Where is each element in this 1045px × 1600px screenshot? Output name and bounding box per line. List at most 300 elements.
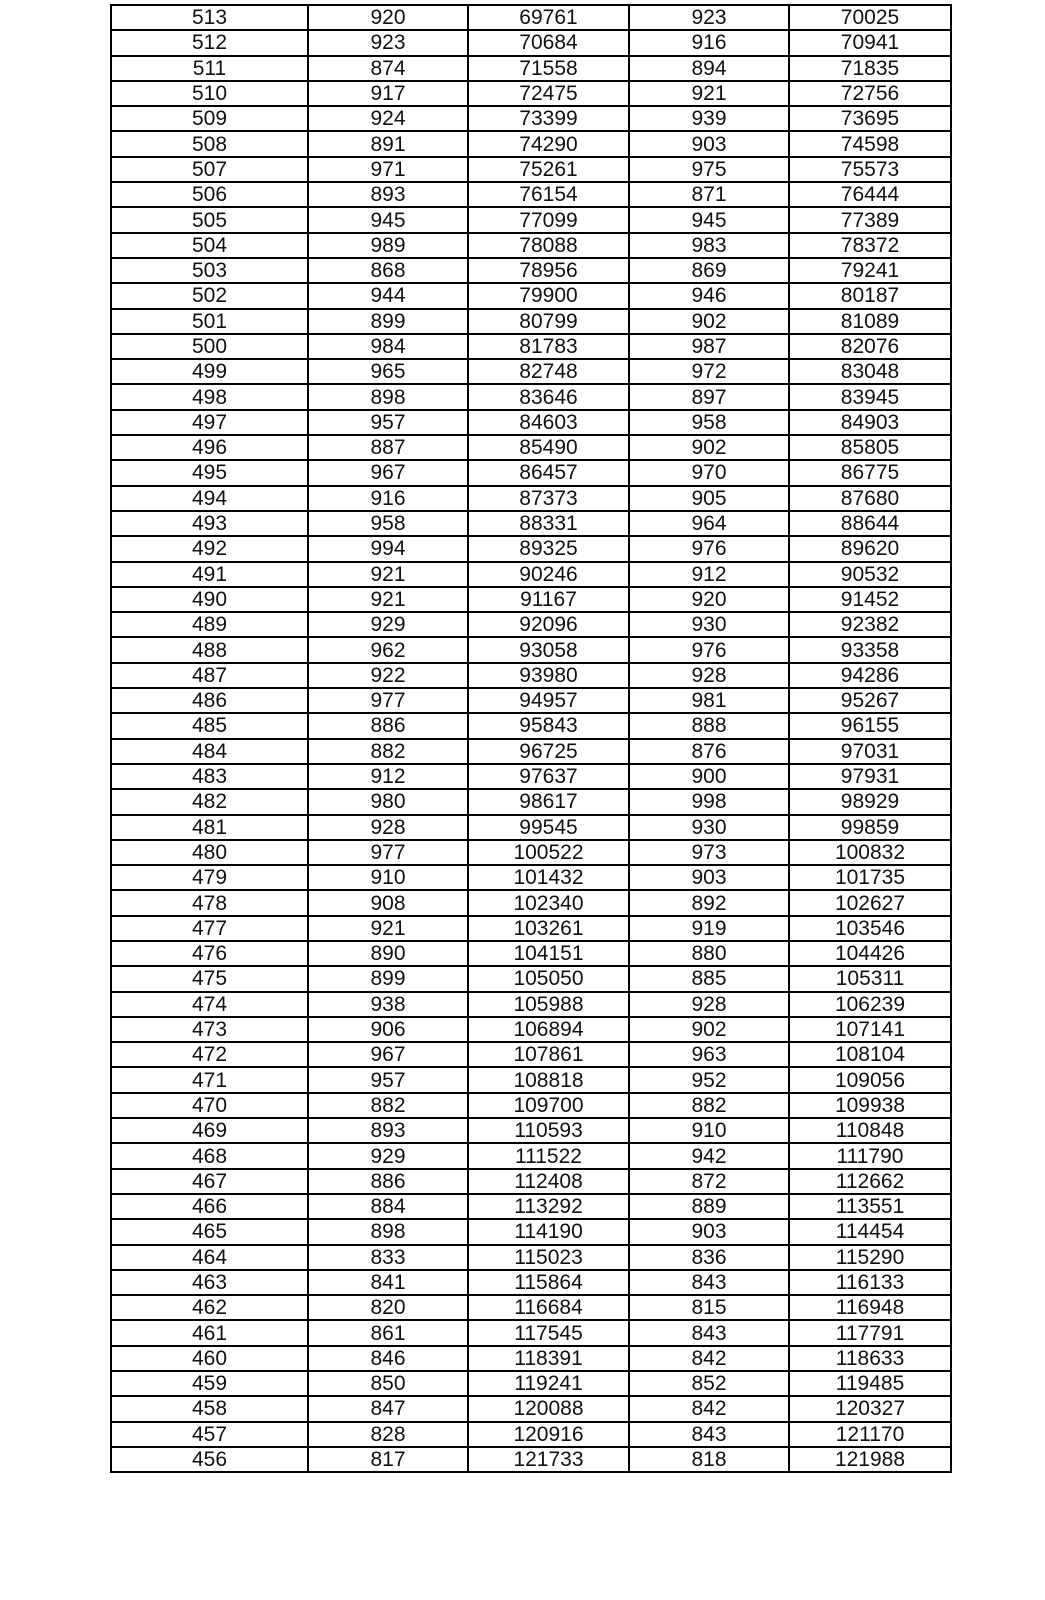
cumulative-b-cell: 75573 bbox=[789, 157, 951, 182]
cumulative-a-cell: 115864 bbox=[468, 1270, 629, 1295]
cumulative-a-cell: 69761 bbox=[468, 5, 629, 30]
cumulative-b-cell: 89620 bbox=[789, 536, 951, 561]
score-cell: 481 bbox=[111, 815, 308, 840]
count-a-cell: 965 bbox=[308, 359, 468, 384]
cumulative-a-cell: 103261 bbox=[468, 916, 629, 941]
score-cell: 488 bbox=[111, 637, 308, 662]
table-row bbox=[111, 966, 951, 991]
table-row bbox=[111, 182, 951, 207]
cumulative-b-cell: 116948 bbox=[789, 1295, 951, 1320]
count-a-cell: 886 bbox=[308, 713, 468, 738]
cumulative-b-cell: 83945 bbox=[789, 384, 951, 409]
cumulative-b-cell: 80187 bbox=[789, 283, 951, 308]
cumulative-a-cell: 88331 bbox=[468, 511, 629, 536]
cumulative-b-cell: 113551 bbox=[789, 1194, 951, 1219]
cumulative-a-cell: 75261 bbox=[468, 157, 629, 182]
table-row bbox=[111, 1194, 951, 1219]
count-b-cell: 981 bbox=[629, 688, 789, 713]
count-b-cell: 920 bbox=[629, 587, 789, 612]
count-b-cell: 903 bbox=[629, 865, 789, 890]
cumulative-b-cell: 121988 bbox=[789, 1447, 951, 1472]
cumulative-a-cell: 108818 bbox=[468, 1067, 629, 1092]
score-cell: 507 bbox=[111, 157, 308, 182]
score-cell: 461 bbox=[111, 1320, 308, 1345]
count-b-cell: 972 bbox=[629, 359, 789, 384]
table-row bbox=[111, 1270, 951, 1295]
table-row bbox=[111, 233, 951, 258]
score-cell: 456 bbox=[111, 1447, 308, 1472]
cumulative-b-cell: 121170 bbox=[789, 1422, 951, 1447]
count-b-cell: 852 bbox=[629, 1371, 789, 1396]
table-row bbox=[111, 258, 951, 283]
count-b-cell: 902 bbox=[629, 435, 789, 460]
count-a-cell: 899 bbox=[308, 309, 468, 334]
count-b-cell: 815 bbox=[629, 1295, 789, 1320]
count-a-cell: 868 bbox=[308, 258, 468, 283]
count-b-cell: 892 bbox=[629, 890, 789, 915]
count-a-cell: 908 bbox=[308, 890, 468, 915]
cumulative-b-cell: 102627 bbox=[789, 890, 951, 915]
cumulative-a-cell: 106894 bbox=[468, 1017, 629, 1042]
score-cell: 500 bbox=[111, 334, 308, 359]
count-b-cell: 900 bbox=[629, 764, 789, 789]
cumulative-b-cell: 71835 bbox=[789, 56, 951, 81]
count-a-cell: 980 bbox=[308, 789, 468, 814]
cumulative-b-cell: 114454 bbox=[789, 1219, 951, 1244]
table-row bbox=[111, 283, 951, 308]
table-row bbox=[111, 1320, 951, 1345]
cumulative-b-cell: 92382 bbox=[789, 612, 951, 637]
count-b-cell: 880 bbox=[629, 941, 789, 966]
count-b-cell: 987 bbox=[629, 334, 789, 359]
table-row bbox=[111, 511, 951, 536]
cumulative-a-cell: 91167 bbox=[468, 587, 629, 612]
cumulative-b-cell: 79241 bbox=[789, 258, 951, 283]
score-cell: 474 bbox=[111, 992, 308, 1017]
table-row bbox=[111, 410, 951, 435]
cumulative-a-cell: 78088 bbox=[468, 233, 629, 258]
score-cell: 472 bbox=[111, 1042, 308, 1067]
cumulative-a-cell: 113292 bbox=[468, 1194, 629, 1219]
cumulative-b-cell: 100832 bbox=[789, 840, 951, 865]
cumulative-a-cell: 92096 bbox=[468, 612, 629, 637]
count-b-cell: 843 bbox=[629, 1422, 789, 1447]
cumulative-a-cell: 76154 bbox=[468, 182, 629, 207]
score-cell: 495 bbox=[111, 460, 308, 485]
score-cell: 469 bbox=[111, 1118, 308, 1143]
cumulative-a-cell: 77099 bbox=[468, 207, 629, 232]
table-body bbox=[111, 5, 951, 1472]
score-cell: 466 bbox=[111, 1194, 308, 1219]
count-a-cell: 967 bbox=[308, 1042, 468, 1067]
table-row bbox=[111, 637, 951, 662]
cumulative-a-cell: 110593 bbox=[468, 1118, 629, 1143]
cumulative-a-cell: 93980 bbox=[468, 663, 629, 688]
score-cell: 477 bbox=[111, 916, 308, 941]
count-a-cell: 957 bbox=[308, 410, 468, 435]
count-b-cell: 976 bbox=[629, 536, 789, 561]
table-row bbox=[111, 56, 951, 81]
cumulative-a-cell: 78956 bbox=[468, 258, 629, 283]
table-row bbox=[111, 1143, 951, 1168]
cumulative-a-cell: 109700 bbox=[468, 1093, 629, 1118]
score-cell: 509 bbox=[111, 106, 308, 131]
count-b-cell: 983 bbox=[629, 233, 789, 258]
table-row bbox=[111, 1093, 951, 1118]
table-row bbox=[111, 916, 951, 941]
cumulative-b-cell: 106239 bbox=[789, 992, 951, 1017]
cumulative-b-cell: 111790 bbox=[789, 1143, 951, 1168]
cumulative-a-cell: 84603 bbox=[468, 410, 629, 435]
cumulative-b-cell: 105311 bbox=[789, 966, 951, 991]
count-b-cell: 998 bbox=[629, 789, 789, 814]
score-cell: 501 bbox=[111, 309, 308, 334]
count-a-cell: 828 bbox=[308, 1422, 468, 1447]
count-a-cell: 977 bbox=[308, 688, 468, 713]
cumulative-a-cell: 107861 bbox=[468, 1042, 629, 1067]
count-a-cell: 884 bbox=[308, 1194, 468, 1219]
table-row bbox=[111, 992, 951, 1017]
count-b-cell: 963 bbox=[629, 1042, 789, 1067]
score-cell: 491 bbox=[111, 562, 308, 587]
count-b-cell: 921 bbox=[629, 81, 789, 106]
count-b-cell: 897 bbox=[629, 384, 789, 409]
cumulative-a-cell: 94957 bbox=[468, 688, 629, 713]
score-cell: 489 bbox=[111, 612, 308, 637]
table-row bbox=[111, 207, 951, 232]
count-a-cell: 893 bbox=[308, 182, 468, 207]
cumulative-b-cell: 103546 bbox=[789, 916, 951, 941]
table-row bbox=[111, 359, 951, 384]
score-cell: 483 bbox=[111, 764, 308, 789]
table-row bbox=[111, 1396, 951, 1421]
cumulative-b-cell: 108104 bbox=[789, 1042, 951, 1067]
count-a-cell: 887 bbox=[308, 435, 468, 460]
count-a-cell: 944 bbox=[308, 283, 468, 308]
cumulative-a-cell: 74290 bbox=[468, 131, 629, 156]
count-a-cell: 977 bbox=[308, 840, 468, 865]
table-row bbox=[111, 309, 951, 334]
cumulative-b-cell: 73695 bbox=[789, 106, 951, 131]
count-a-cell: 958 bbox=[308, 511, 468, 536]
count-a-cell: 910 bbox=[308, 865, 468, 890]
score-cell: 485 bbox=[111, 713, 308, 738]
count-a-cell: 886 bbox=[308, 1169, 468, 1194]
table-row bbox=[111, 536, 951, 561]
cumulative-a-cell: 111522 bbox=[468, 1143, 629, 1168]
count-b-cell: 945 bbox=[629, 207, 789, 232]
cumulative-b-cell: 83048 bbox=[789, 359, 951, 384]
cumulative-b-cell: 119485 bbox=[789, 1371, 951, 1396]
cumulative-a-cell: 120916 bbox=[468, 1422, 629, 1447]
cumulative-b-cell: 97031 bbox=[789, 739, 951, 764]
count-a-cell: 898 bbox=[308, 384, 468, 409]
count-b-cell: 942 bbox=[629, 1143, 789, 1168]
cumulative-a-cell: 83646 bbox=[468, 384, 629, 409]
cumulative-b-cell: 85805 bbox=[789, 435, 951, 460]
score-cell: 493 bbox=[111, 511, 308, 536]
count-a-cell: 945 bbox=[308, 207, 468, 232]
count-a-cell: 917 bbox=[308, 81, 468, 106]
count-b-cell: 903 bbox=[629, 131, 789, 156]
count-b-cell: 928 bbox=[629, 992, 789, 1017]
count-b-cell: 928 bbox=[629, 663, 789, 688]
cumulative-a-cell: 105050 bbox=[468, 966, 629, 991]
count-b-cell: 902 bbox=[629, 309, 789, 334]
score-cell: 467 bbox=[111, 1169, 308, 1194]
count-b-cell: 905 bbox=[629, 486, 789, 511]
count-b-cell: 894 bbox=[629, 56, 789, 81]
score-cell: 475 bbox=[111, 966, 308, 991]
score-cell: 504 bbox=[111, 233, 308, 258]
score-cell: 487 bbox=[111, 663, 308, 688]
count-b-cell: 876 bbox=[629, 739, 789, 764]
count-b-cell: 872 bbox=[629, 1169, 789, 1194]
cumulative-a-cell: 100522 bbox=[468, 840, 629, 865]
count-b-cell: 882 bbox=[629, 1093, 789, 1118]
score-cell: 508 bbox=[111, 131, 308, 156]
cumulative-a-cell: 97637 bbox=[468, 764, 629, 789]
score-cell: 486 bbox=[111, 688, 308, 713]
count-a-cell: 921 bbox=[308, 916, 468, 941]
score-cell: 478 bbox=[111, 890, 308, 915]
cumulative-b-cell: 118633 bbox=[789, 1346, 951, 1371]
count-a-cell: 817 bbox=[308, 1447, 468, 1472]
count-b-cell: 843 bbox=[629, 1320, 789, 1345]
count-b-cell: 973 bbox=[629, 840, 789, 865]
count-a-cell: 893 bbox=[308, 1118, 468, 1143]
count-b-cell: 916 bbox=[629, 30, 789, 55]
count-b-cell: 842 bbox=[629, 1346, 789, 1371]
cumulative-b-cell: 117791 bbox=[789, 1320, 951, 1345]
table-row bbox=[111, 1169, 951, 1194]
table-row bbox=[111, 941, 951, 966]
score-cell: 458 bbox=[111, 1396, 308, 1421]
count-a-cell: 929 bbox=[308, 612, 468, 637]
table-row bbox=[111, 865, 951, 890]
table-row bbox=[111, 1447, 951, 1472]
cumulative-a-cell: 121733 bbox=[468, 1447, 629, 1472]
cumulative-a-cell: 112408 bbox=[468, 1169, 629, 1194]
cumulative-b-cell: 78372 bbox=[789, 233, 951, 258]
count-a-cell: 898 bbox=[308, 1219, 468, 1244]
score-cell: 464 bbox=[111, 1245, 308, 1270]
count-b-cell: 885 bbox=[629, 966, 789, 991]
table-row bbox=[111, 612, 951, 637]
table-row bbox=[111, 81, 951, 106]
cumulative-a-cell: 89325 bbox=[468, 536, 629, 561]
score-cell: 506 bbox=[111, 182, 308, 207]
count-a-cell: 906 bbox=[308, 1017, 468, 1042]
cumulative-b-cell: 107141 bbox=[789, 1017, 951, 1042]
score-cell: 512 bbox=[111, 30, 308, 55]
cumulative-a-cell: 82748 bbox=[468, 359, 629, 384]
score-cell: 479 bbox=[111, 865, 308, 890]
cumulative-b-cell: 98929 bbox=[789, 789, 951, 814]
count-a-cell: 882 bbox=[308, 739, 468, 764]
table-row bbox=[111, 1067, 951, 1092]
cumulative-a-cell: 72475 bbox=[468, 81, 629, 106]
cumulative-a-cell: 93058 bbox=[468, 637, 629, 662]
count-a-cell: 882 bbox=[308, 1093, 468, 1118]
cumulative-b-cell: 90532 bbox=[789, 562, 951, 587]
table-row bbox=[111, 460, 951, 485]
score-cell: 471 bbox=[111, 1067, 308, 1092]
table-row bbox=[111, 131, 951, 156]
score-cell: 463 bbox=[111, 1270, 308, 1295]
count-a-cell: 984 bbox=[308, 334, 468, 359]
cumulative-b-cell: 91452 bbox=[789, 587, 951, 612]
table-row bbox=[111, 486, 951, 511]
score-cell: 505 bbox=[111, 207, 308, 232]
cumulative-b-cell: 72756 bbox=[789, 81, 951, 106]
count-a-cell: 841 bbox=[308, 1270, 468, 1295]
count-a-cell: 962 bbox=[308, 637, 468, 662]
count-b-cell: 970 bbox=[629, 460, 789, 485]
score-cell: 468 bbox=[111, 1143, 308, 1168]
score-cell: 499 bbox=[111, 359, 308, 384]
table-row bbox=[111, 5, 951, 30]
cumulative-b-cell: 96155 bbox=[789, 713, 951, 738]
cumulative-a-cell: 117545 bbox=[468, 1320, 629, 1345]
table-row bbox=[111, 106, 951, 131]
table-row bbox=[111, 663, 951, 688]
cumulative-b-cell: 82076 bbox=[789, 334, 951, 359]
table-row bbox=[111, 713, 951, 738]
cumulative-a-cell: 79900 bbox=[468, 283, 629, 308]
score-cell: 498 bbox=[111, 384, 308, 409]
cumulative-a-cell: 86457 bbox=[468, 460, 629, 485]
cumulative-b-cell: 77389 bbox=[789, 207, 951, 232]
table-row bbox=[111, 1118, 951, 1143]
count-a-cell: 861 bbox=[308, 1320, 468, 1345]
count-b-cell: 930 bbox=[629, 815, 789, 840]
count-a-cell: 923 bbox=[308, 30, 468, 55]
cumulative-b-cell: 70941 bbox=[789, 30, 951, 55]
count-b-cell: 903 bbox=[629, 1219, 789, 1244]
table-row bbox=[111, 1371, 951, 1396]
cumulative-b-cell: 70025 bbox=[789, 5, 951, 30]
cumulative-a-cell: 87373 bbox=[468, 486, 629, 511]
count-a-cell: 874 bbox=[308, 56, 468, 81]
cumulative-a-cell: 119241 bbox=[468, 1371, 629, 1396]
score-cell: 502 bbox=[111, 283, 308, 308]
cumulative-b-cell: 116133 bbox=[789, 1270, 951, 1295]
count-a-cell: 994 bbox=[308, 536, 468, 561]
count-a-cell: 967 bbox=[308, 460, 468, 485]
cumulative-b-cell: 87680 bbox=[789, 486, 951, 511]
score-cell: 513 bbox=[111, 5, 308, 30]
cumulative-b-cell: 74598 bbox=[789, 131, 951, 156]
score-cell: 457 bbox=[111, 1422, 308, 1447]
table-row bbox=[111, 890, 951, 915]
count-a-cell: 920 bbox=[308, 5, 468, 30]
count-b-cell: 818 bbox=[629, 1447, 789, 1472]
count-a-cell: 922 bbox=[308, 663, 468, 688]
cumulative-b-cell: 95267 bbox=[789, 688, 951, 713]
count-a-cell: 833 bbox=[308, 1245, 468, 1270]
cumulative-b-cell: 97931 bbox=[789, 764, 951, 789]
cumulative-b-cell: 76444 bbox=[789, 182, 951, 207]
count-a-cell: 921 bbox=[308, 562, 468, 587]
cumulative-a-cell: 95843 bbox=[468, 713, 629, 738]
cumulative-b-cell: 99859 bbox=[789, 815, 951, 840]
score-cell: 490 bbox=[111, 587, 308, 612]
table-row bbox=[111, 764, 951, 789]
cumulative-a-cell: 105988 bbox=[468, 992, 629, 1017]
count-b-cell: 958 bbox=[629, 410, 789, 435]
count-a-cell: 971 bbox=[308, 157, 468, 182]
count-a-cell: 820 bbox=[308, 1295, 468, 1320]
cumulative-b-cell: 88644 bbox=[789, 511, 951, 536]
cumulative-a-cell: 85490 bbox=[468, 435, 629, 460]
count-b-cell: 975 bbox=[629, 157, 789, 182]
cumulative-a-cell: 90246 bbox=[468, 562, 629, 587]
cumulative-b-cell: 84903 bbox=[789, 410, 951, 435]
table-row bbox=[111, 30, 951, 55]
cumulative-a-cell: 98617 bbox=[468, 789, 629, 814]
count-b-cell: 910 bbox=[629, 1118, 789, 1143]
table-row bbox=[111, 815, 951, 840]
table-row bbox=[111, 1295, 951, 1320]
table-row bbox=[111, 435, 951, 460]
count-b-cell: 964 bbox=[629, 511, 789, 536]
table-row bbox=[111, 1245, 951, 1270]
cumulative-a-cell: 81783 bbox=[468, 334, 629, 359]
count-a-cell: 916 bbox=[308, 486, 468, 511]
count-b-cell: 902 bbox=[629, 1017, 789, 1042]
count-b-cell: 930 bbox=[629, 612, 789, 637]
cumulative-b-cell: 86775 bbox=[789, 460, 951, 485]
table-row bbox=[111, 1017, 951, 1042]
cumulative-a-cell: 70684 bbox=[468, 30, 629, 55]
cumulative-b-cell: 93358 bbox=[789, 637, 951, 662]
count-a-cell: 847 bbox=[308, 1396, 468, 1421]
cumulative-a-cell: 71558 bbox=[468, 56, 629, 81]
count-b-cell: 939 bbox=[629, 106, 789, 131]
cumulative-b-cell: 112662 bbox=[789, 1169, 951, 1194]
count-b-cell: 871 bbox=[629, 182, 789, 207]
cumulative-a-cell: 116684 bbox=[468, 1295, 629, 1320]
score-cell: 473 bbox=[111, 1017, 308, 1042]
count-a-cell: 921 bbox=[308, 587, 468, 612]
count-a-cell: 929 bbox=[308, 1143, 468, 1168]
cumulative-a-cell: 80799 bbox=[468, 309, 629, 334]
score-cell: 470 bbox=[111, 1093, 308, 1118]
cumulative-a-cell: 104151 bbox=[468, 941, 629, 966]
count-b-cell: 843 bbox=[629, 1270, 789, 1295]
cumulative-a-cell: 99545 bbox=[468, 815, 629, 840]
score-cell: 459 bbox=[111, 1371, 308, 1396]
count-b-cell: 946 bbox=[629, 283, 789, 308]
table-row bbox=[111, 688, 951, 713]
table-row bbox=[111, 1422, 951, 1447]
cumulative-a-cell: 118391 bbox=[468, 1346, 629, 1371]
count-b-cell: 923 bbox=[629, 5, 789, 30]
table-row bbox=[111, 840, 951, 865]
table-row bbox=[111, 1346, 951, 1371]
table-row bbox=[111, 334, 951, 359]
score-cell: 496 bbox=[111, 435, 308, 460]
score-cell: 480 bbox=[111, 840, 308, 865]
count-b-cell: 888 bbox=[629, 713, 789, 738]
cumulative-b-cell: 81089 bbox=[789, 309, 951, 334]
cumulative-b-cell: 120327 bbox=[789, 1396, 951, 1421]
count-a-cell: 912 bbox=[308, 764, 468, 789]
cumulative-b-cell: 94286 bbox=[789, 663, 951, 688]
count-a-cell: 928 bbox=[308, 815, 468, 840]
cumulative-a-cell: 120088 bbox=[468, 1396, 629, 1421]
